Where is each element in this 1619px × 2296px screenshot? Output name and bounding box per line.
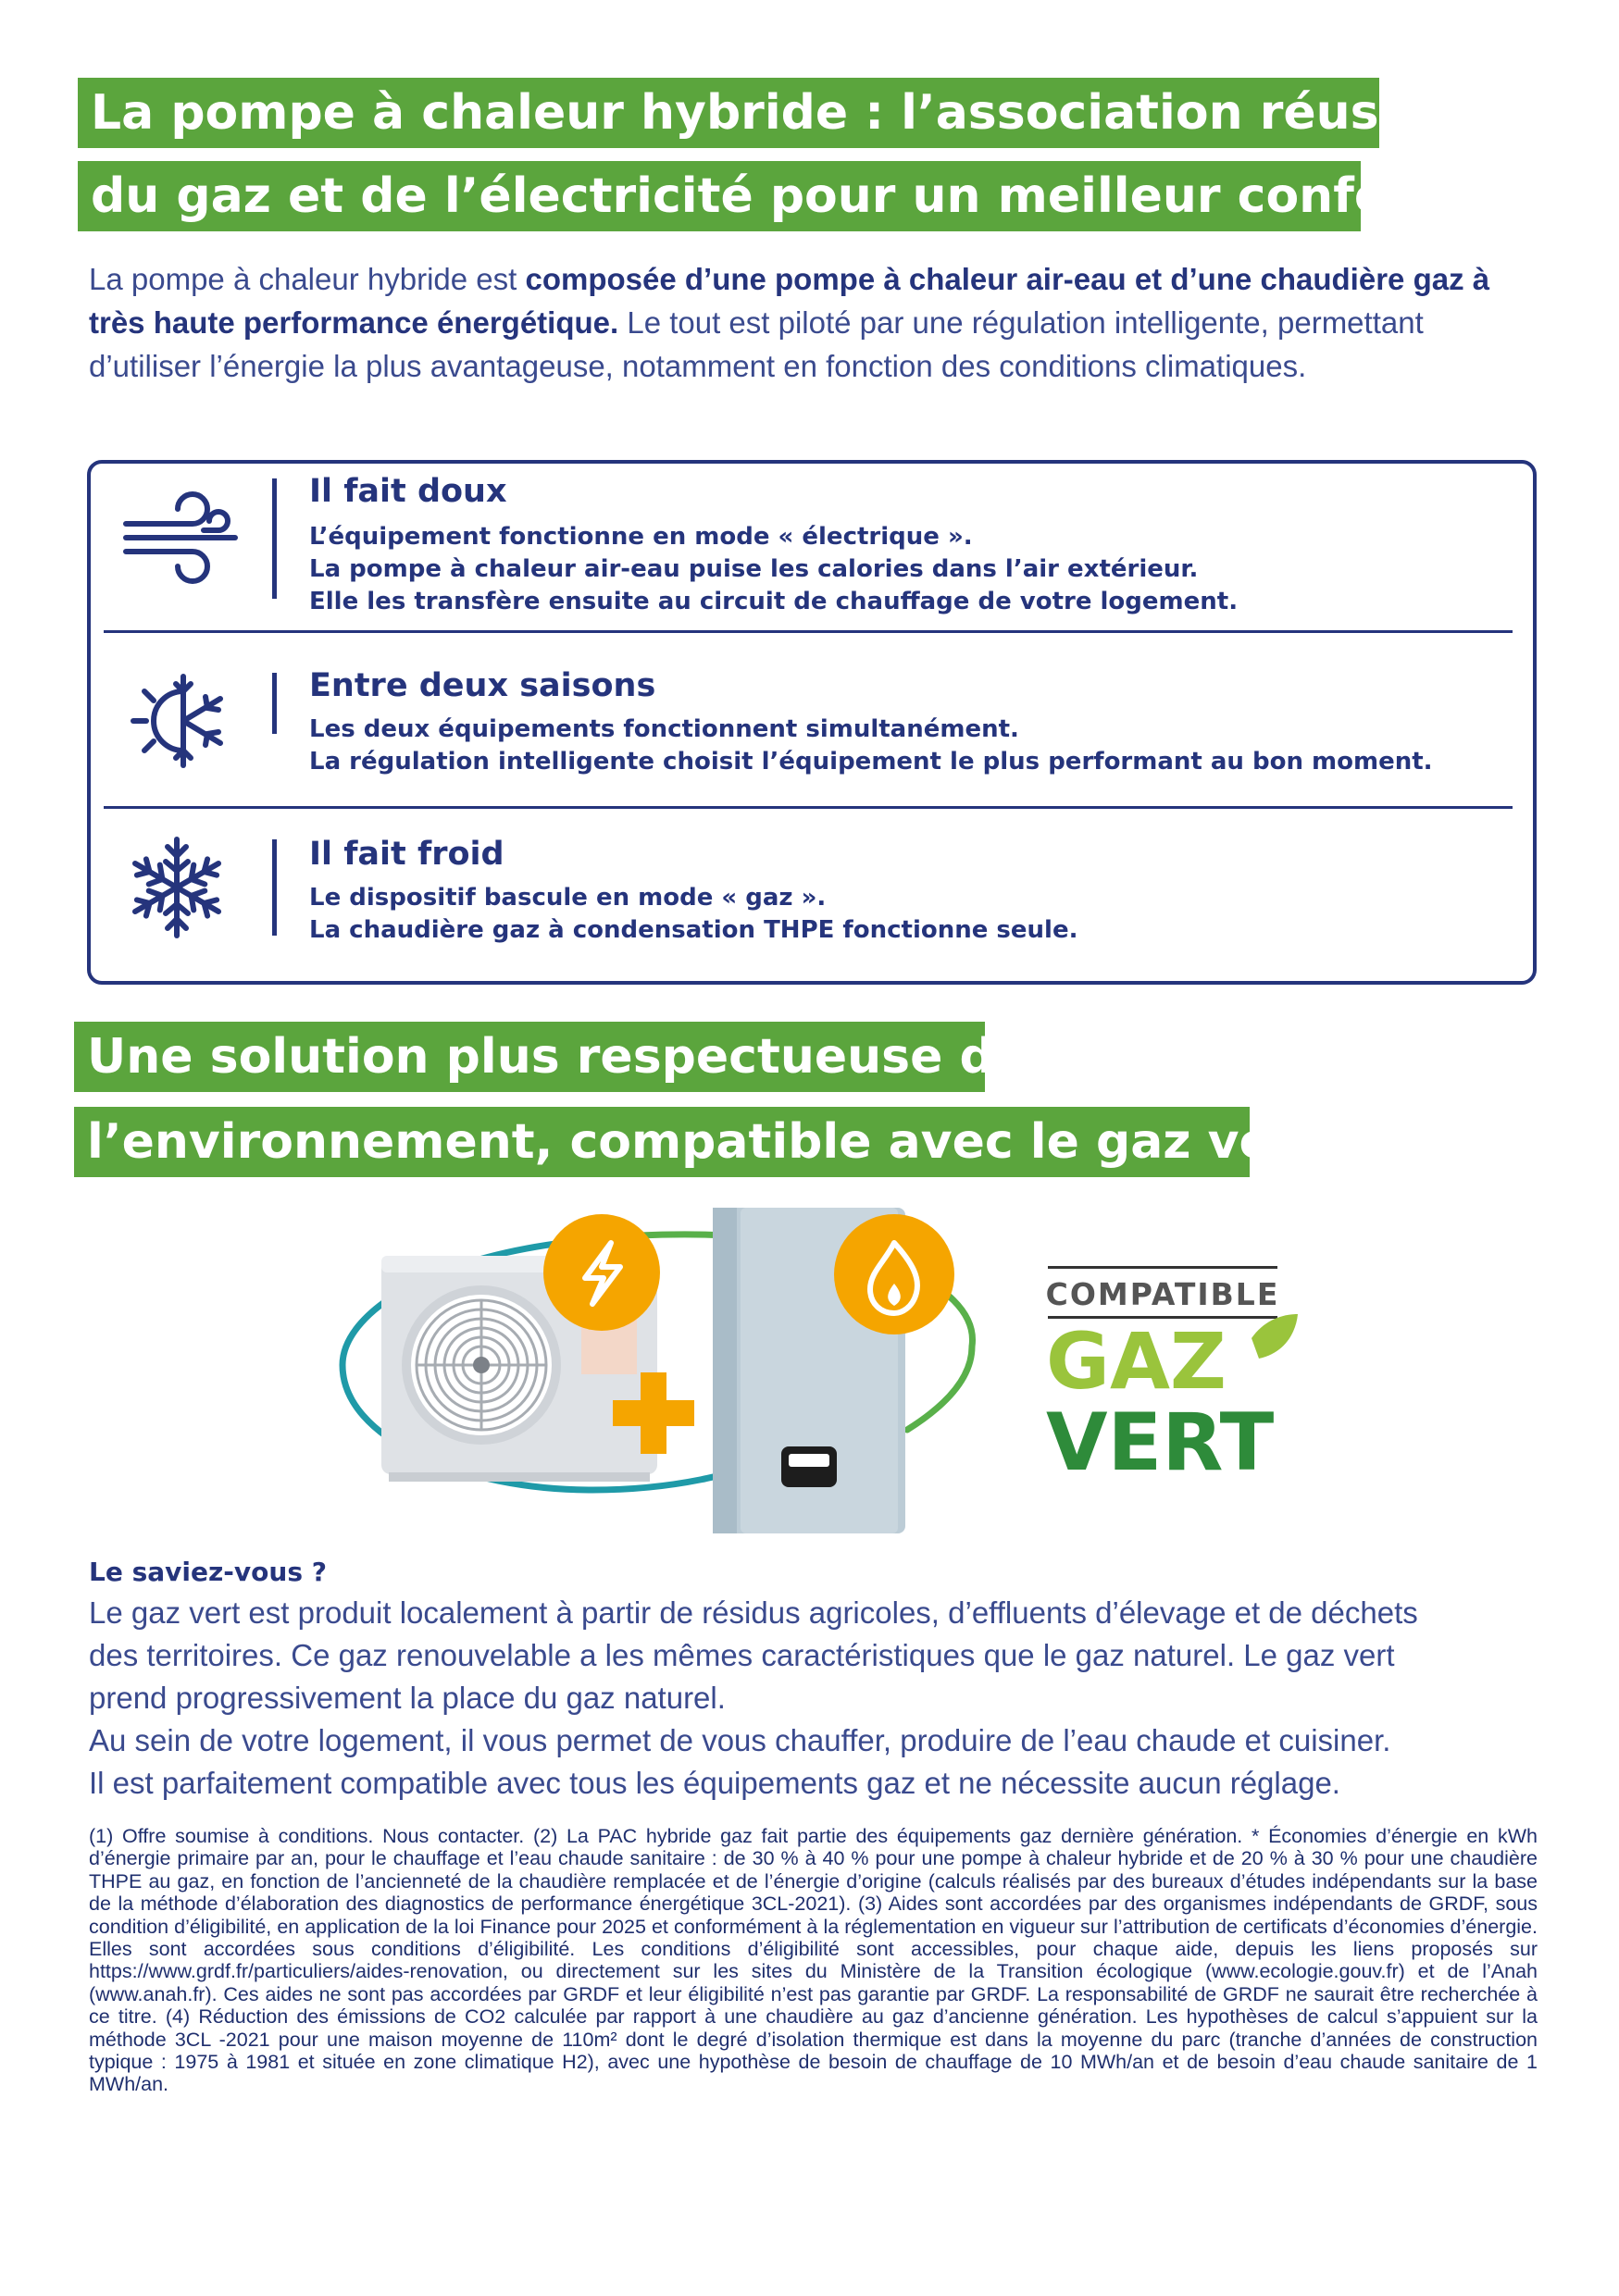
mode-line: Le dispositif bascule en mode « gaz ».	[309, 884, 827, 912]
divider-vertical	[272, 673, 277, 734]
intro-text-2: Le tout est piloté par une régulation intelligente, permettant d’utiliser l’énergie la plus avantageuse, notamment en fonction des conditions climatiques.	[89, 305, 1424, 383]
mode-line: La pompe à chaleur air-eau puise les calories dans l’air extérieur.	[309, 555, 1199, 583]
sun-snowflake-icon	[107, 664, 246, 775]
heading-2-line-2: l’environnement, compatible avec le gaz vert	[74, 1107, 1250, 1177]
divider-vertical	[272, 839, 277, 936]
did-you-know-line: Au sein de votre logement, il vous permet de vous chauffer, produire de l’eau chaude et cuisiner.	[89, 1723, 1391, 1757]
hybrid-heat-pump-illustration	[333, 1208, 1000, 1564]
did-you-know-line: Il est parfaitement compatible avec tous les équipements gaz et ne nécessite aucun réglage.	[89, 1766, 1340, 1800]
did-you-know-line: prend progressivement la place du gaz naturel.	[89, 1681, 726, 1715]
heading-1-line-1: La pompe à chaleur hybride : l’association réussie	[78, 78, 1379, 148]
did-you-know-title: Le saviez-vous ?	[89, 1557, 327, 1587]
did-you-know-line: des territoires. Ce gaz renouvelable a les mêmes caractéristiques que le gaz naturel. Le gaz vert	[89, 1638, 1395, 1672]
divider-vertical	[272, 478, 277, 599]
logo-gaz-text: GAZ	[1046, 1316, 1227, 1407]
mode-line: La régulation intelligente choisit l’équipement le plus performant au bon moment.	[309, 748, 1433, 776]
did-you-know-line: Le gaz vert est produit localement à partir de résidus agricoles, d’effluents d’élevage et de déchets	[89, 1595, 1418, 1630]
mode-title: Entre deux saisons	[309, 667, 656, 704]
separator	[104, 630, 1513, 633]
did-you-know-text	[89, 1592, 1542, 1805]
mode-line: La chaudière gaz à condensation THPE fonctionne seule.	[309, 916, 1078, 944]
mode-line: L’équipement fonctionne en mode « électrique ».	[309, 523, 973, 551]
snowflake-icon	[107, 832, 246, 943]
mode-line: Les deux équipements fonctionnent simultanément.	[309, 715, 1019, 743]
intro-paragraph	[89, 257, 1533, 388]
mode-title: Il fait froid	[309, 836, 504, 873]
heading-2-line-1: Une solution plus respectueuse de	[74, 1022, 985, 1092]
footnotes: (1) Offre soumise à conditions. Nous contacter. (2) La PAC hybride gaz fait partie des équipements gaz dernière génération. * Économies d’énergie en kWh d’énergie primaire par an, pour le chauffage et l’eau chaude sanitaire : de 30 % à 40 % pour une pompe à chaleur hybride et de 20 % à 30 % pour une chaudière THPE au gaz, en fonction de l’ancienneté de la chaudière remplacée et de l’énergie d’origine (calculs réalisés par des bureaux d’études indépendants sur la base de la méthode d’élaboration des diagnostics de performance énergétique 3CL-2021). (3) Aides sont accordées par des organismes indépendants de GRDF, sous condition d’éligibilité, en application de la loi Finance pour 2025 et conformément à la réglementation en vigueur sur l’attribution de certificats d’économies d’énergie. Elles sont accordées sous conditions d’éligibilité. Les conditions d’éligibilité sont accessibles, pour chaque aide, depuis les liens proposés sur https://www.grdf.fr/particuliers/aides-renovation, ou directement sur les sites du Ministère de la Transition écologique (www.ecologie.gouv.fr) et de l’Anah (www.anah.fr). Ces aides ne sont pas accordées par GRDF et leur éligibilité n’est pas garantie par GRDF. La responsabilité de GRDF ne saurait être recherchée à ce titre. (4) Réduction des émissions de CO2 calculée par rapport à une chaudière au gaz d’ancienne génération. Les hypothèses de calcul s’appuient sur la méthode 3CL -2021 pour une maison moyenne de 110m² dont le degré d’isolation thermique est dans la moyenne du parc (tranche d’années de construction typique : 1975 à 1981 et située en zone climatique H2), avec une hypothèse de besoin de chauffage de 10 MWh/an et de besoin d’eau chaude sanitaire de 1 MWh/an.	[89, 1825, 1538, 2096]
compatible-gaz-vert-logo	[1046, 1266, 1305, 1479]
modes-box	[87, 460, 1537, 985]
mode-title: Il fait doux	[309, 473, 507, 510]
separator	[104, 806, 1513, 809]
leaf-icon	[1252, 1314, 1298, 1359]
logo-vert-text: VERT	[1046, 1396, 1275, 1479]
intro-bold-text: composée d’une pompe à chaleur air-eau et d’une chaudière gaz à très haute performance énergétique.	[89, 262, 1490, 340]
mode-line: Elle les transfère ensuite au circuit de chauffage de votre logement.	[309, 588, 1239, 615]
heading-1-line-2: du gaz et de l’électricité pour un meilleur confort	[78, 161, 1361, 231]
logo-compatible-text: COMPATIBLE	[1046, 1276, 1280, 1312]
electricity-badge	[543, 1214, 660, 1331]
gas-badge	[834, 1214, 954, 1334]
wind-icon	[107, 482, 246, 593]
intro-text-1: La pompe à chaleur hybride est	[89, 262, 526, 296]
